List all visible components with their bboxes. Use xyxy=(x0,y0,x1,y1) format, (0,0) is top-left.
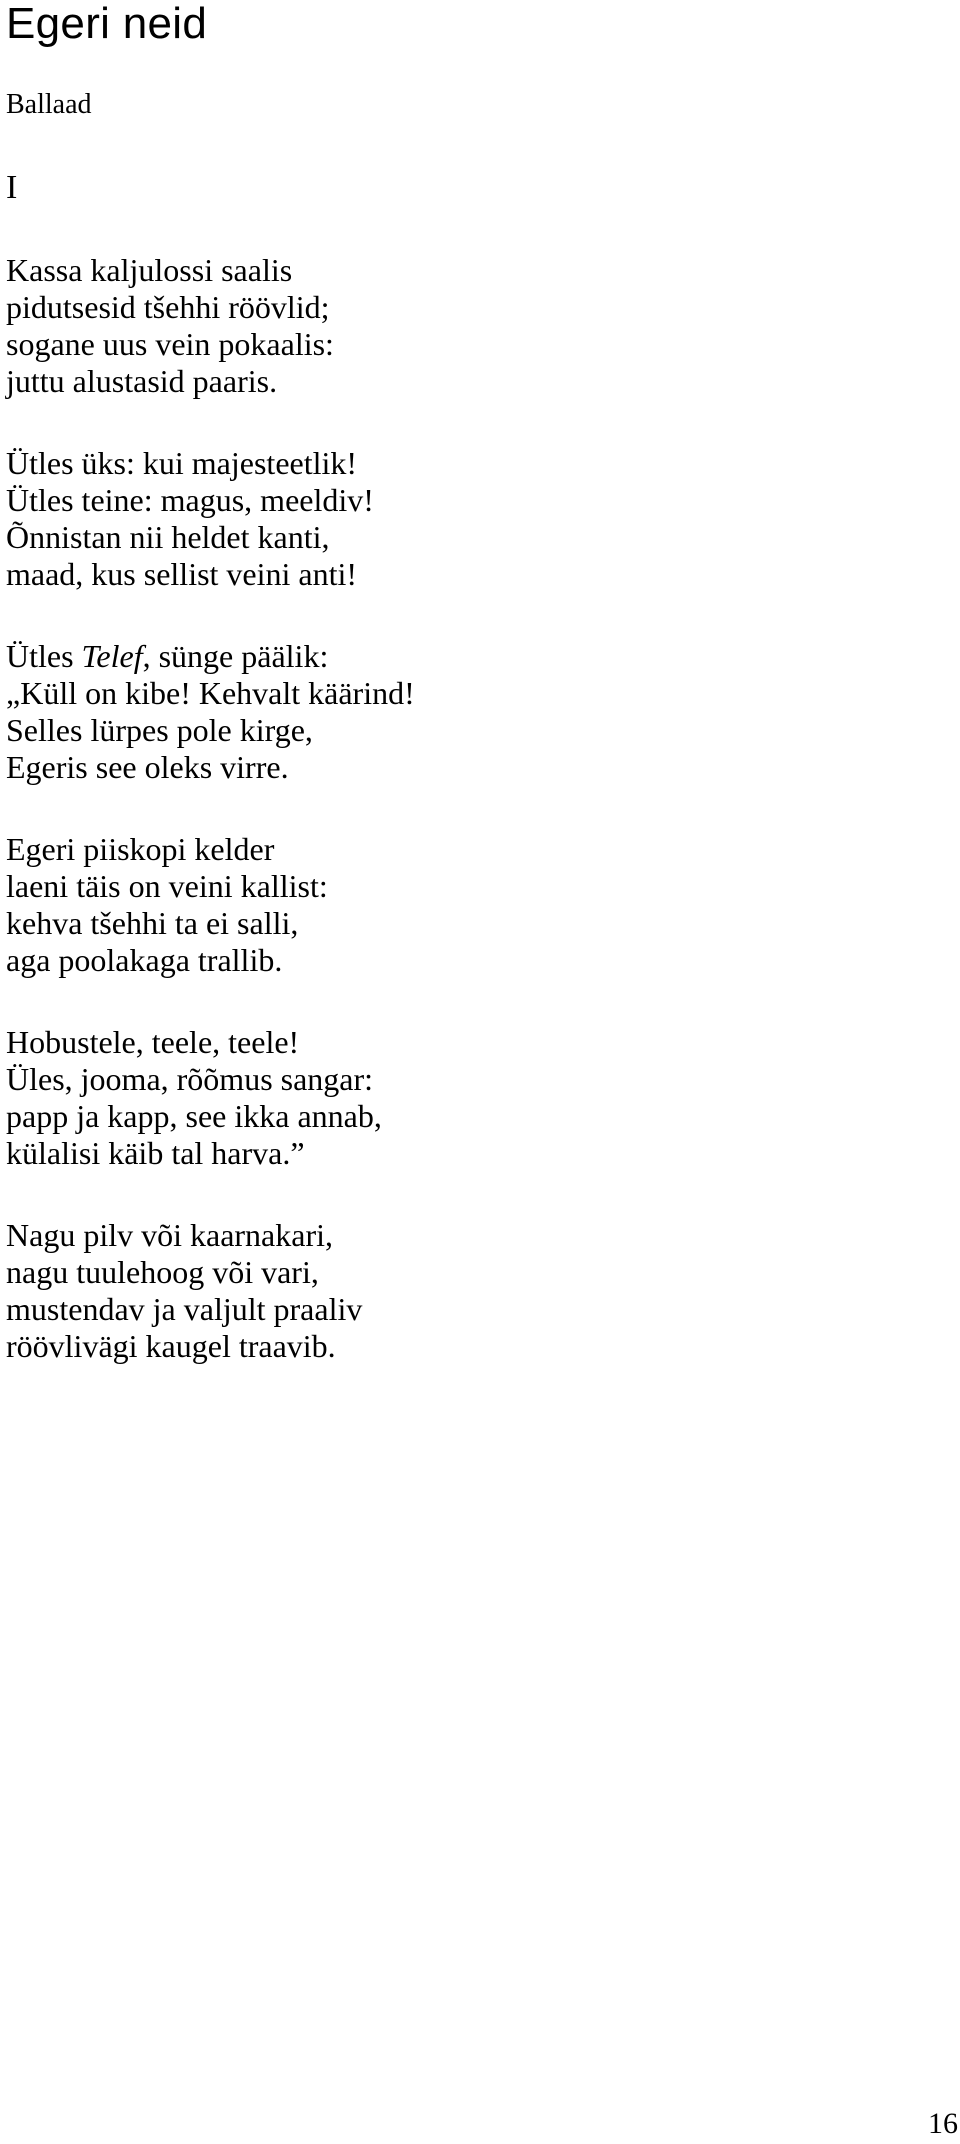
poem-line: Õnnistan nii heldet kanti, xyxy=(6,519,330,555)
poem-line: Hobustele, teele, teele! xyxy=(6,1024,300,1060)
poem-line: Nagu pilv või kaarnakari, xyxy=(6,1217,333,1253)
stanza xyxy=(6,1217,946,1365)
poem-line: Egeris see oleks virre. xyxy=(6,749,289,785)
poem-body xyxy=(6,252,946,1410)
poem-subtitle: Ballaad xyxy=(6,89,92,120)
poem-line xyxy=(6,638,946,675)
character-name: Telef xyxy=(81,638,143,674)
poem-line: röövlivägi kaugel traavib. xyxy=(6,1328,336,1364)
poem-line: Kassa kaljulossi saalis xyxy=(6,252,293,288)
part-number: I xyxy=(6,169,18,206)
poem-line: nagu tuulehoog või vari, xyxy=(6,1254,319,1290)
poem-title: Egeri neid xyxy=(6,0,208,48)
stanza xyxy=(6,252,946,400)
poem-line: mustendav ja valjult praaliv xyxy=(6,1291,363,1327)
poem-line: pidutsesid tšehhi röövlid; xyxy=(6,289,330,325)
poem-line: laeni täis on veini kallist: xyxy=(6,868,328,904)
stanza xyxy=(6,831,946,979)
line-text: Ütles xyxy=(6,638,82,674)
poem-line: juttu alustasid paaris. xyxy=(6,363,278,399)
poem-line: maad, kus sellist veini anti! xyxy=(6,556,358,592)
stanza xyxy=(6,445,946,593)
poem-line: külalisi käib tal harva.” xyxy=(6,1135,305,1171)
stanza xyxy=(6,638,946,786)
poem-line: papp ja kapp, see ikka annab, xyxy=(6,1098,382,1134)
poem-line: „Küll on kibe! Kehvalt käärind! xyxy=(6,675,415,711)
poem-line: aga poolakaga trallib. xyxy=(6,942,283,978)
poem-line: Üles, jooma, rõõmus sangar: xyxy=(6,1061,374,1097)
poem-line: Egeri piiskopi kelder xyxy=(6,831,275,867)
poem-line: Selles lürpes pole kirge, xyxy=(6,712,313,748)
poem-line: Ütles teine: magus, meeldiv! xyxy=(6,482,374,518)
line-text: , sünge päälik: xyxy=(142,638,329,674)
stanza xyxy=(6,1024,946,1172)
page-number: 16 xyxy=(928,2107,958,2140)
poem-line: sogane uus vein pokaalis: xyxy=(6,326,334,362)
poem-line: Ütles üks: kui majesteetlik! xyxy=(6,445,358,481)
poem-line: kehva tšehhi ta ei salli, xyxy=(6,905,299,941)
